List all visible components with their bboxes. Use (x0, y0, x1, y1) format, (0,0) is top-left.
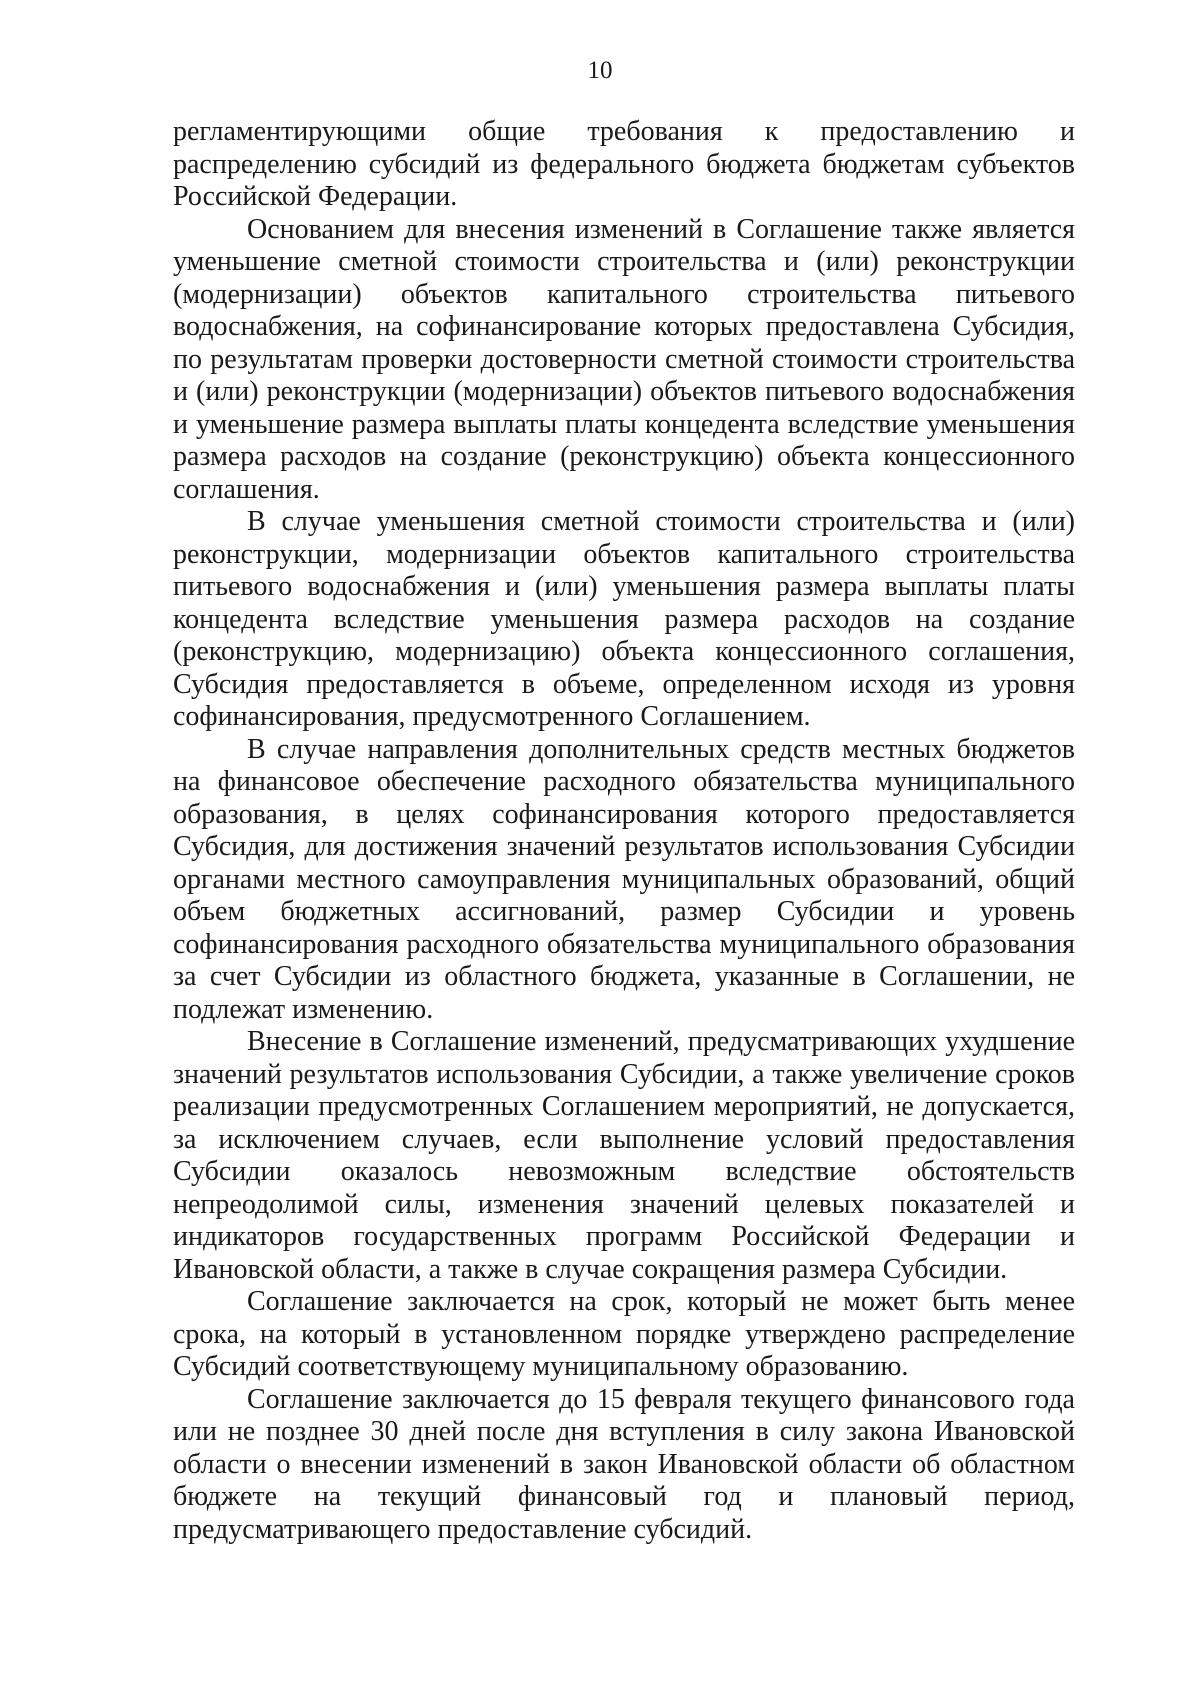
paragraph-additional-funds: В случае направления дополнительных средств местных бюджетов на финансовое обеспечение расходного обязательства муниципального образования, в целях софинансирования которого предоставляется Субсидия, для достижения значений результатов использования Субсидии органами местного самоуправления муниципальных образований, общий объем бюджетных ассигнований, размер Субсидии и уровень софинансирования расходного обязательства муниципального образования за счет Субсидии из областного бюджета, указанные в Соглашении, не подлежат изменению. (173, 733, 1075, 1025)
paragraph-amendment-restrictions: Внесение в Соглашение изменений, предусматривающих ухудшение значений результатов использования Субсидии, а также увеличение сроков реализации предусмотренных Соглашением мероприятий, не допускается, за исключением случаев, если выполнение условий предоставления Субсидии оказалось невозможным вследствие обстоятельств непреодолимой силы, изменения значений целевых показателей и индикаторов государственных программ Российской Федерации и Ивановской области, а также в случае сокращения размера Субсидии. (173, 1026, 1075, 1285)
document-body (173, 116, 1075, 1546)
paragraph-continuation: регламентирующими общие требования к предоставлению и распределению субсидий из федерального бюджета бюджетам субъектов Российской Федерации. (173, 116, 1075, 212)
page-number: 10 (587, 57, 613, 84)
paragraph-cost-reduction: В случае уменьшения сметной стоимости строительства и (или) реконструкции, модернизации объектов капитального строительства питьевого водоснабжения и (или) уменьшения размера выплаты платы концедента вследствие уменьшения размера расходов на создание (реконструкцию, модернизацию) объекта концессионного соглашения, Субсидия предоставляется в объеме, определенном исходя из уровня софинансирования, предусмотренного Соглашением. (173, 506, 1075, 732)
paragraph-amendment-grounds: Основанием для внесения изменений в Соглашение также является уменьшение сметной стоимости строительства и (или) реконструкции (модернизации) объектов капитального строительства питьевого водоснабжения, на софинансирование которых предоставлена Субсидия, по результатам проверки достоверности сметной стоимости строительства и (или) реконструкции (модернизации) объектов питьевого водоснабжения и уменьшение размера выплаты платы концедента вследствие уменьшения размера расходов на создание (реконструкцию) объекта концессионного соглашения. (173, 213, 1075, 505)
paragraph-agreement-deadline: Соглашение заключается до 15 февраля текущего финансового года или не позднее 30 дней после дня вступления в силу закона Ивановской области о внесении изменений в закон Ивановской области об областном бюджете на текущий финансовый год и плановый период, предусматривающего предоставление субсидий. (173, 1383, 1075, 1545)
paragraph-agreement-term: Соглашение заключается на срок, который не может быть менее срока, на который в установленном порядке утверждено распределение Субсидий соответствующему муниципальному образованию. (173, 1286, 1075, 1382)
